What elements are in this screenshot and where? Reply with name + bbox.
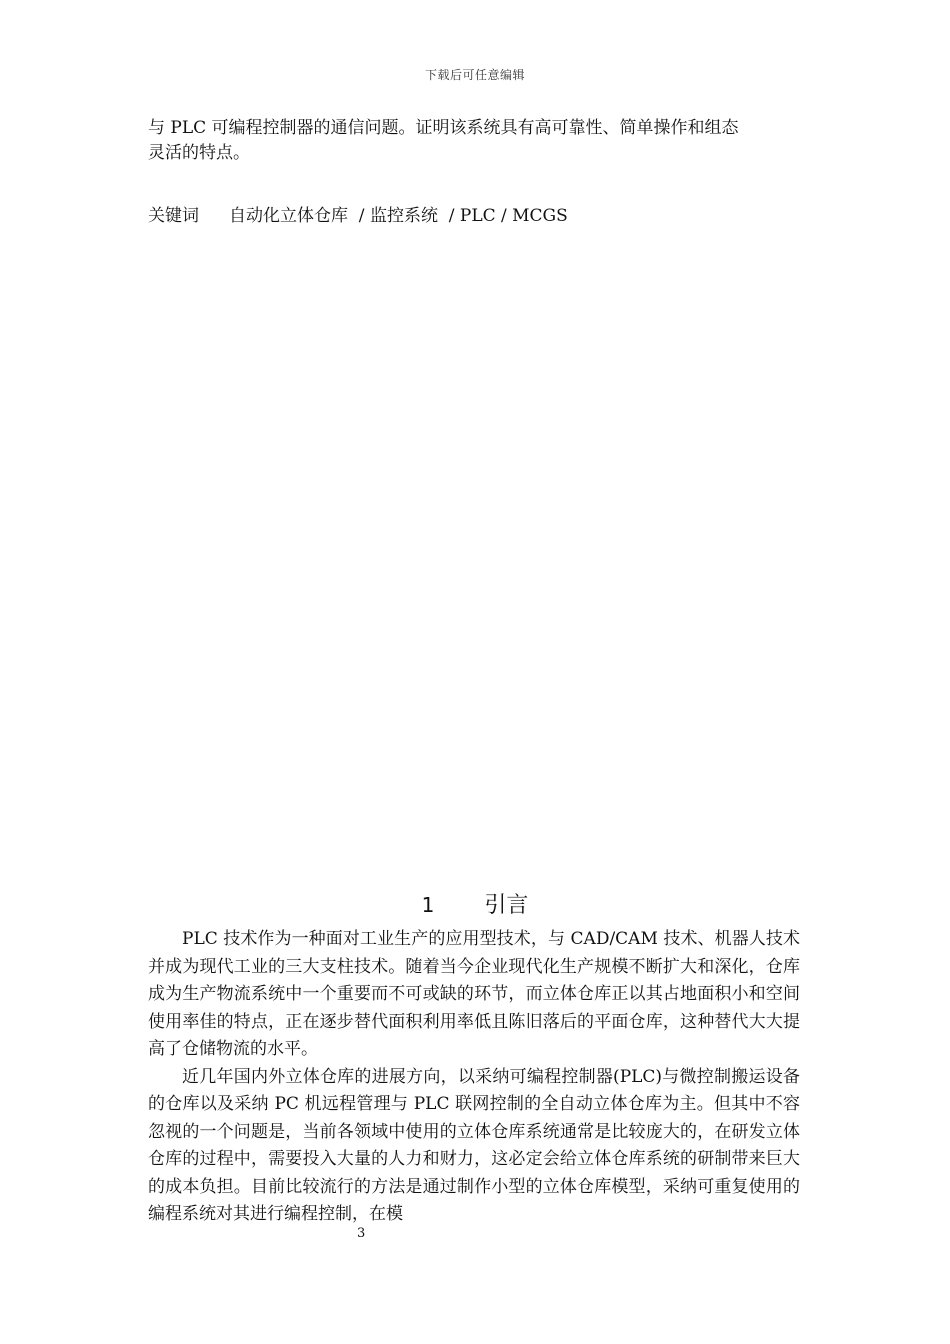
abstract-line: 与 PLC 可编程控制器的通信问题。证明该系统具有高可靠性、简单操作和组态 [148, 118, 739, 138]
abstract-line: 灵活的特点。 [148, 143, 250, 163]
section-title: 引言 [484, 893, 529, 918]
section-number: 1 [421, 893, 435, 917]
keywords-line [148, 204, 568, 229]
page-header: 下载后可任意编辑 [424, 68, 525, 82]
keywords-label: 关键词 [148, 206, 199, 226]
intro-paragraph: 近几年国内外立体仓库的进展方向，以采纳可编程控制器(PLC)与微控制搬运设备的仓库以及采纳 PC 机远程管理与 PLC 联网控制的全自动立体仓库为主。但其中不容忽视的一个问题是，当前各领域中使用的立体仓库系统通常是比较庞大的，在研发立体仓库的过程中，需要投入大量的人力和财力，这必定会给立体仓库系统的研制带来巨大的成本负担。目前比较流行的方法是通过制作小型的立体仓库模型，采纳可重复使用的编程系统对其进行编程控制，在模 [148, 1066, 800, 1224]
keywords-value: 自动化立体仓库 / 监控系统 / PLC / MCGS [229, 206, 568, 226]
page-number: 3 [357, 1226, 366, 1241]
section-heading [0, 890, 950, 921]
abstract-tail [148, 116, 800, 166]
intro-paragraph: PLC 技术作为一种面对工业生产的应用型技术，与 CAD/CAM 技术、机器人技术并成为现代工业的三大支柱技术。随着当今企业现代化生产规模不断扩大和深化，仓库成为生产物流系统中一个重要而不可或缺的环节，而立体仓库正以其占地面积小和空间使用率佳的特点，正在逐步替代面积利用率低且陈旧落后的平面仓库，这种替代大大提高了仓储物流的水平。 [148, 929, 800, 1059]
intro-body [148, 926, 800, 1229]
